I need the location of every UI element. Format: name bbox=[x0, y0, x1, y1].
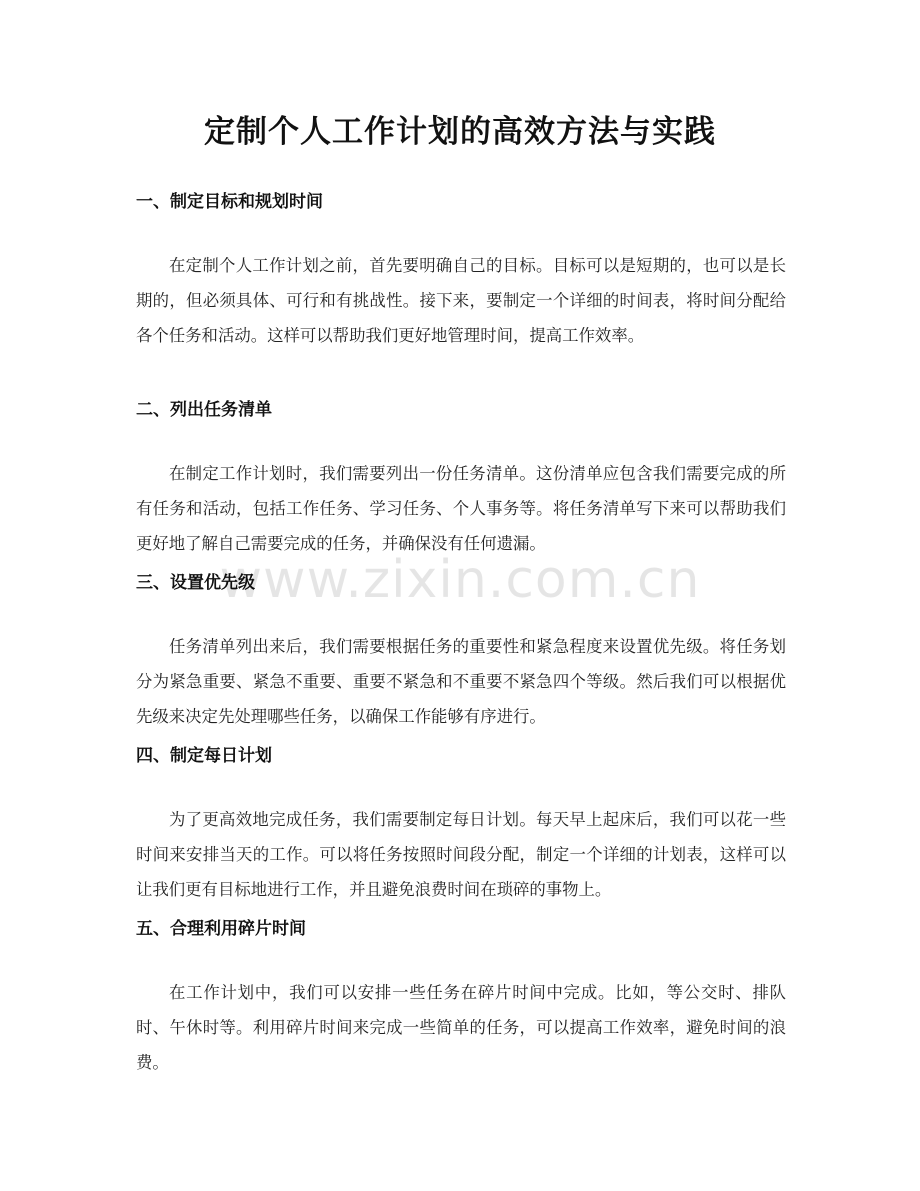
section-heading: 五、合理利用碎片时间 bbox=[136, 919, 306, 939]
section-heading: 四、制定每日计划 bbox=[136, 746, 272, 766]
section-5 bbox=[136, 916, 786, 1080]
section-heading: 二、列出任务清单 bbox=[136, 400, 272, 420]
section-paragraph: 任务清单列出来后，我们需要根据任务的重要性和紧急程度来设置优先级。将任务划分为紧急重要、紧急不重要、重要不紧急和不重要不紧急四个等级。然后我们可以根据优先级来决定先处理哪些任务，以确保工作能够有序进行。 bbox=[136, 637, 786, 726]
section-1 bbox=[136, 189, 786, 353]
watermark: www.zixin.com.cn bbox=[219, 550, 701, 610]
document-title: 定制个人工作计划的高效方法与实践 bbox=[204, 114, 716, 150]
section-3 bbox=[136, 570, 786, 734]
section-4 bbox=[136, 743, 786, 907]
section-2 bbox=[136, 397, 786, 561]
section-paragraph: 在制定工作计划时，我们需要列出一份任务清单。这份清单应包含我们需要完成的所有任务和活动，包括工作任务、学习任务、个人事务等。将任务清单写下来可以帮助我们更好地了解自己需要完成的任务，并确保没有任何遗漏。 bbox=[136, 464, 786, 553]
section-paragraph: 为了更高效地完成任务，我们需要制定每日计划。每天早上起床后，我们可以花一些时间来安排当天的工作。可以将任务按照时间段分配，制定一个详细的计划表，这样可以让我们更有目标地进行工作，并且避免浪费时间在琐碎的事物上。 bbox=[136, 810, 786, 899]
section-heading: 一、制定目标和规划时间 bbox=[136, 192, 323, 212]
section-paragraph: 在工作计划中，我们可以安排一些任务在碎片时间中完成。比如，等公交时、排队时、午休时等。利用碎片时间来完成一些简单的任务，可以提高工作效率，避免时间的浪费。 bbox=[136, 983, 786, 1072]
section-heading: 三、设置优先级 bbox=[136, 573, 255, 593]
section-paragraph: 在定制个人工作计划之前，首先要明确自己的目标。目标可以是短期的，也可以是长期的，但必须具体、可行和有挑战性。接下来，要制定一个详细的时间表，将时间分配给各个任务和活动。这样可以帮助我们更好地管理时间，提高工作效率。 bbox=[136, 256, 786, 345]
